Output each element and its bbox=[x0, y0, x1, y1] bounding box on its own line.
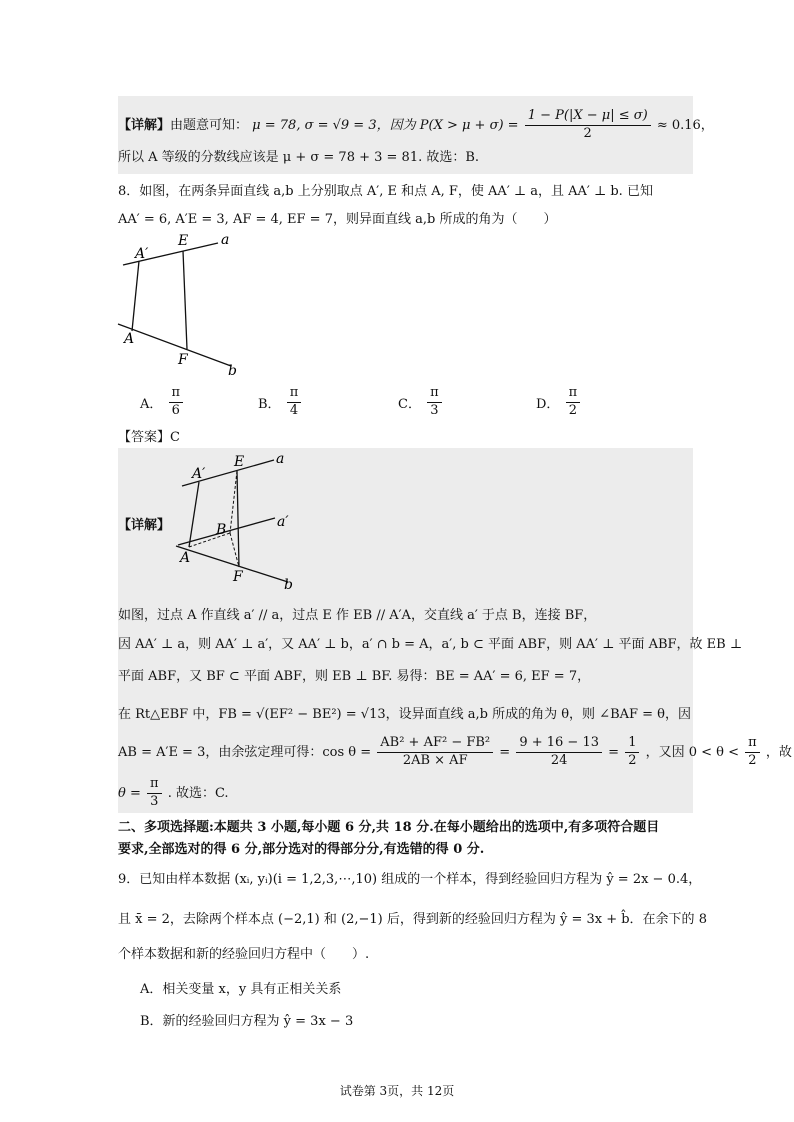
fig2-label-b: b bbox=[284, 577, 293, 590]
detail1-line1 bbox=[118, 108, 714, 143]
q8-option-c: C． $\frac{\pi}{3}$ bbox=[398, 385, 444, 420]
detail-label: 【详解】 bbox=[118, 117, 171, 133]
fig2-label-a-prime: A′ bbox=[192, 466, 206, 482]
detail1-formula-b: P(X > μ + σ) = bbox=[419, 117, 519, 133]
q9-line1: 9．已知由样本数据 (xᵢ, yᵢ)(i = 1,2,3,⋯,10) 组成的一个样本，得到经验回归方程为 ŷ = 2x − 0.4， bbox=[118, 872, 702, 887]
detail2-label: 【详解】 bbox=[118, 518, 171, 533]
detail2-line2: 因 AA′ ⊥ a，则 AA′ ⊥ a′，又 AA′ ⊥ b，a′ ∩ b = A，a′, b ⊂ 平面 ABF，则 AA′ ⊥ 平面 ABF，故 EB ⊥ bbox=[118, 637, 743, 652]
q8-line1: 8．如图，在两条异面直线 a,b 上分别取点 A′, E 和点 A, F，使 AA′ ⊥ a，且 AA′ ⊥ b. 已知 bbox=[118, 184, 653, 199]
q9-line3: 个样本数据和新的经验回归方程中（ ）. bbox=[118, 947, 370, 962]
detail2-line4: 在 Rt△EBF 中，FB = √(EF² − BE²) = √13，设异面直线 a,b 所成的角为 θ，则 ∠BAF = θ，因 bbox=[118, 707, 692, 722]
q8-option-d: D． $\frac{\pi}{2}$ bbox=[536, 385, 582, 420]
detail1-formula-a: μ = 78, σ = √9 = 3，因为 bbox=[252, 117, 416, 133]
detail2-line1: 如图，过点 A 作直线 a′ // a，过点 E 作 EB // A′A，交直线 a′ 于点 B，连接 BF， bbox=[118, 608, 597, 623]
fig2-label-b-point: B bbox=[216, 522, 227, 538]
fig2-label-a-prime-line: a′ bbox=[277, 514, 289, 530]
answer-line: 【答案】C bbox=[118, 430, 180, 445]
detail2-figure bbox=[172, 450, 302, 590]
q9-line2: 且 x̄ = 2，去除两个样本点 (−2,1) 和 (2,−1) 后，得到新的经验回归方程为 ŷ = 3x + b̂．在余下的 8 bbox=[118, 912, 707, 927]
detail1-line2: 所以 A 等级的分数线应该是 μ + σ = 78 + 3 = 81. 故选：B. bbox=[118, 150, 480, 165]
fig2-label-a: a bbox=[276, 451, 285, 467]
q8-figure bbox=[115, 228, 255, 378]
section2-line1: 二、多项选择题:本题共 3 小题,每小题 6 分,共 18 分.在每小题给出的选项中,有多项符合题目 bbox=[118, 820, 660, 835]
detail2-line3: 平面 ABF，又 BF ⊂ 平面 ABF，则 EB ⊥ BF. 易得：BE = AA′ = 6, EF = 7， bbox=[118, 669, 591, 684]
detail1-fraction: $\frac{1 - P(|X - \mu| \le \sigma)}{2}$ bbox=[525, 108, 651, 143]
q9-option-b: B．新的经验回归方程为 ŷ = 3x − 3 bbox=[140, 1014, 354, 1029]
fig1-label-aa: A bbox=[124, 331, 135, 347]
q8-option-b: B． $\frac{\pi}{4}$ bbox=[258, 385, 303, 420]
q9-option-a: A．相关变量 x，y 具有正相关关系 bbox=[140, 982, 342, 997]
q8-line2: AA′ = 6, A′E = 3, AF = 4, EF = 7，则异面直线 a,b 所成的角为（ ） bbox=[118, 212, 557, 227]
q8-option-a: A． $\frac{\pi}{6}$ bbox=[140, 385, 185, 420]
fig1-label-a: a bbox=[221, 232, 230, 248]
detail1-formula-c: ≈ 0.16， bbox=[656, 117, 714, 133]
fig1-label-b: b bbox=[228, 363, 237, 378]
fig1-label-f: F bbox=[178, 352, 188, 368]
detail2-line5: AB = A′E = 3，由余弦定理可得：cos θ = $\frac{\text{AB² + AF² − FB²}}{2AB \times AF}$ = $\frac{9 + 16 - 13}{24}$ = $\frac{1}{2}$ ，又因 0 < θ < $\frac{\pi}{2}$ ，故 bbox=[118, 735, 792, 768]
section2-line2: 要求,全部选对的得 6 分,部分选对的得部分分,有选错的得 0 分. bbox=[118, 842, 485, 857]
fig2-label-e: E bbox=[234, 454, 245, 470]
page-footer: 试卷第 3页，共 12页 bbox=[339, 1084, 455, 1098]
detail1-text: 由题意可知： bbox=[170, 117, 249, 133]
fig2-label-f: F bbox=[233, 569, 243, 585]
detail2-line6: θ = $\frac{\pi}{3}$ . 故选：C. bbox=[118, 776, 229, 809]
fig1-label-a-prime: A′ bbox=[135, 246, 149, 262]
fig1-label-e: E bbox=[178, 233, 189, 249]
fig2-label-aa: A bbox=[180, 550, 191, 566]
